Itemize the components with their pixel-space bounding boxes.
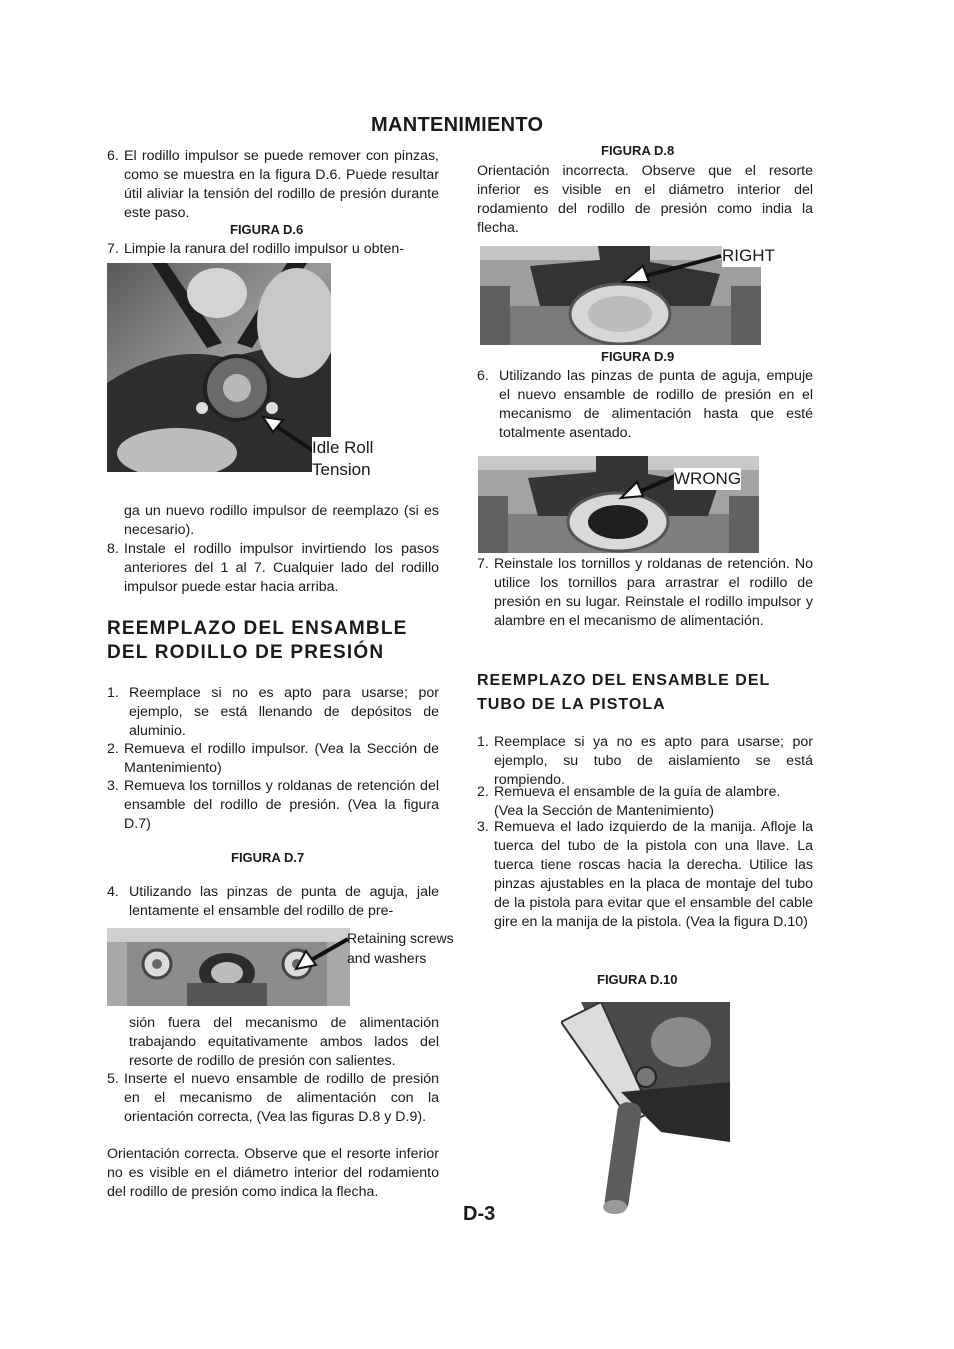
list-text: Remueva los tornillos y roldanas de retención del ensamble del rodillo de presión. (Vea la figura D.7) [124, 778, 439, 832]
figure-caption-d9: FIGURA D.9 [601, 349, 675, 364]
figure-d8-label: RIGHT [722, 246, 775, 265]
list-text: Utilizando las pinzas de punta de aguja, jale lentamente el ensamble del rodillo de pre- [129, 884, 439, 919]
arrow-icon [617, 472, 679, 500]
list-item [107, 740, 439, 778]
list-text: Limpie la ranura del rodillo impulsor u obten- [124, 241, 404, 257]
figure-d6-label: Idle Roll Tension [312, 437, 388, 481]
list-item [107, 1070, 439, 1127]
list-item [107, 540, 439, 597]
list-item [107, 883, 439, 921]
figure-d9-label: WRONG [674, 469, 742, 488]
list-text: Utilizando las pinzas de punta de aguja, empuje el nuevo ensamble de rodillo de presión en el mecanismo de alimentación hasta que esté totalmente asentado. [499, 368, 813, 441]
list-item [477, 367, 813, 443]
list-text: Reemplace si no es apto para usarse; por ejemplo, se está llenando de depósitos de aluminio. [129, 685, 439, 739]
list-text: Reinstale los tornillos y roldanas de retención. No utilice los tornillos para arrastrar el rodillo de presión en su lugar. Reinstale el rodillo impulsor y alambre en el mecanismo de alimentación. [494, 556, 813, 629]
list-item [107, 684, 439, 741]
list-text: Instale el rodillo impulsor invirtiendo los pasos anteriores del 1 al 7. Cualquier lado del rodillo impulsor puede estar hacia arriba. [124, 541, 439, 595]
list-number: 4. [107, 884, 119, 900]
list-text: Remueva el lado izquierdo de la manija. Afloje la tuerca del tubo de la pistola con una llave. La tuerca tiene roscas hacia la derecha. Utilice las pinzas ajustables en la placa de montaje del tubo de la pistola para evitar que el ensamble del cable gire en la manija de la pistola. (Vea la figura D.10) [494, 819, 813, 930]
figure-caption-d10: FIGURA D.10 [597, 972, 678, 987]
list-item [107, 240, 439, 259]
list-number: 6. [477, 368, 489, 384]
list-text: El rodillo impulsor se puede remover con pinzas, como se muestra en la figura D.6. Puede resultar útil aliviar la tensión del rodillo de presión durante este paso. [124, 148, 439, 221]
figure-d10-photo [561, 1002, 730, 1225]
list-number: 1. [107, 685, 119, 701]
list-number: 1. [477, 734, 489, 750]
page-number: D-3 [463, 1203, 496, 1225]
figure-caption-d6: FIGURA D.6 [230, 222, 304, 237]
list-number: 3. [107, 778, 119, 794]
list-item [477, 818, 813, 932]
figure-caption-d7: FIGURA D.7 [231, 850, 305, 865]
figure-d7-label: Retaining screws and washers [347, 930, 454, 966]
figure-caption-d8: FIGURA D.8 [601, 143, 675, 158]
list-number: 5. [107, 1071, 119, 1087]
list-number: 7. [477, 556, 489, 572]
list-number: 6. [107, 148, 119, 164]
list-text-continuation: sión fuera del mecanismo de alimentación trabajando equitativamente ambos lados del resorte de rodillo de presión con salientes. [129, 1015, 439, 1069]
section-heading-pressure-roll: REEMPLAZO DEL ENSAMBLE DEL RODILLO DE PRESIÓN [107, 618, 408, 663]
list-text-continuation: ga un nuevo rodillo impulsor de reemplazo (si es necesario). [124, 503, 439, 538]
list-text: Remueva el ensamble de la guía de alambre. (Vea la Sección de Mantenimiento) [494, 784, 781, 819]
arrow-icon [292, 935, 352, 975]
arrow-icon [615, 252, 725, 290]
list-number: 7. [107, 241, 119, 257]
paragraph-incorrect-orientation: Orientación incorrecta. Observe que el resorte inferior es visible en el diámetro interior del rodamiento del rodillo de presión como india la flecha. [477, 163, 813, 236]
page-title: MANTENIMIENTO [371, 114, 544, 136]
list-number: 3. [477, 819, 489, 835]
paragraph-correct-orientation: Orientación correcta. Observe que el resorte inferior no es visible en el diámetro interior del rodamiento del rodillo de presión como indica la flecha. [107, 1146, 439, 1200]
list-number: 2. [477, 784, 489, 800]
list-number: 2. [107, 741, 119, 757]
list-item [477, 783, 813, 821]
list-text: Remueva el rodillo impulsor. (Vea la Sección de Mantenimiento) [124, 741, 439, 776]
list-item [107, 147, 439, 223]
list-item [107, 777, 439, 834]
list-text: Reemplace si ya no es apto para usarse; por ejemplo, su tubo de aislamiento se está rompiendo. [494, 734, 813, 788]
list-number: 8. [107, 541, 119, 557]
list-item [477, 555, 813, 631]
section-heading-gun-tube: REEMPLAZO DEL ENSAMBLE DEL TUBO DE LA PISTOLA [477, 672, 770, 713]
list-item [477, 733, 813, 790]
list-text: Inserte el nuevo ensamble de rodillo de presión en el mecanismo de alimentación con la orientación correcta, (Vea las figuras D.8 y D.9). [124, 1071, 439, 1125]
